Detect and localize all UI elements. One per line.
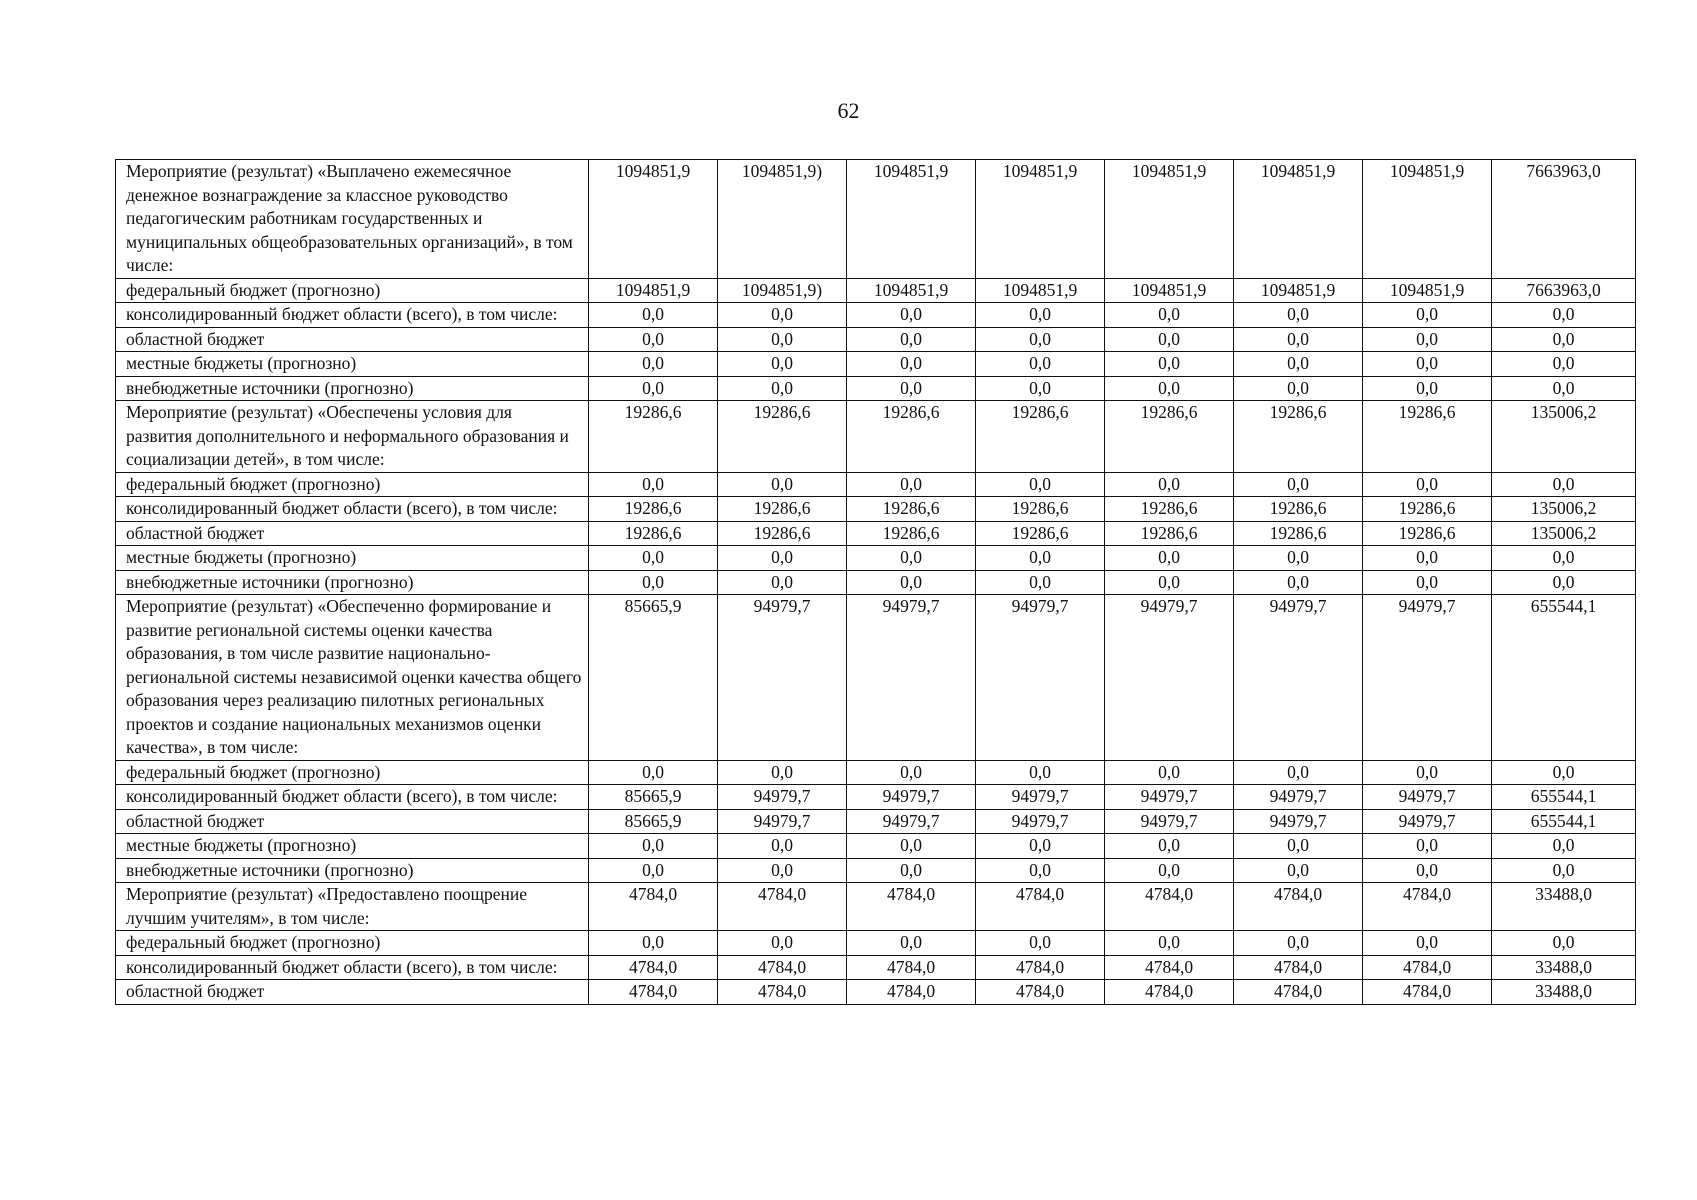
row-value-cell: 0,0 [1234,352,1363,377]
row-value-cell: 0,0 [589,472,718,497]
row-total-cell: 0,0 [1492,931,1636,956]
row-value-cell: 0,0 [589,931,718,956]
row-label: федеральный бюджет (прогнозно) [116,931,589,956]
row-label: местные бюджеты (прогнозно) [116,834,589,859]
row-value-cell: 19286,6 [589,497,718,522]
row-label: консолидированный бюджет области (всего), в том числе: [116,303,589,328]
row-label: местные бюджеты (прогнозно) [116,546,589,571]
table-row [116,546,1636,571]
row-value-cell: 85665,9 [589,809,718,834]
row-value-cell: 1094851,9 [976,160,1105,279]
row-value-cell: 1094851,9 [1363,160,1492,279]
table-row [116,570,1636,595]
row-value-cell: 94979,7 [1363,595,1492,761]
row-value-cell: 0,0 [1363,760,1492,785]
row-total-cell: 0,0 [1492,834,1636,859]
row-value-cell: 0,0 [847,303,976,328]
row-value-cell: 0,0 [718,858,847,883]
row-value-cell: 94979,7 [1234,785,1363,810]
row-value-cell: 0,0 [589,303,718,328]
row-value-cell: 0,0 [847,327,976,352]
row-total-cell: 655544,1 [1492,785,1636,810]
table-row [116,980,1636,1005]
row-value-cell: 94979,7 [847,809,976,834]
row-value-cell: 0,0 [718,546,847,571]
row-value-cell: 0,0 [847,570,976,595]
row-value-cell: 4784,0 [1363,980,1492,1005]
row-value-cell: 0,0 [589,376,718,401]
row-value-cell: 0,0 [847,931,976,956]
row-value-cell: 4784,0 [847,980,976,1005]
row-value-cell: 0,0 [847,472,976,497]
row-total-cell: 0,0 [1492,376,1636,401]
row-value-cell: 0,0 [718,834,847,859]
row-label: областной бюджет [116,809,589,834]
table-row [116,472,1636,497]
row-value-cell: 0,0 [1363,858,1492,883]
row-total-cell: 33488,0 [1492,955,1636,980]
row-value-cell: 0,0 [1234,858,1363,883]
table-row [116,595,1636,761]
table-row [116,401,1636,473]
row-value-cell: 94979,7 [1234,595,1363,761]
row-total-cell: 135006,2 [1492,497,1636,522]
row-value-cell: 4784,0 [976,883,1105,931]
row-value-cell: 0,0 [718,760,847,785]
table-row [116,303,1636,328]
row-value-cell: 0,0 [1363,834,1492,859]
row-value-cell: 4784,0 [718,883,847,931]
row-value-cell: 94979,7 [847,595,976,761]
row-value-cell: 1094851,9 [589,278,718,303]
row-value-cell: 0,0 [1234,303,1363,328]
row-value-cell: 19286,6 [718,497,847,522]
row-value-cell: 1094851,9 [847,278,976,303]
row-value-cell: 94979,7 [718,785,847,810]
row-value-cell: 1094851,9 [847,160,976,279]
row-value-cell: 0,0 [1234,760,1363,785]
row-value-cell: 0,0 [847,352,976,377]
row-value-cell: 94979,7 [718,809,847,834]
row-label: Мероприятие (результат) «Предоставлено поощрение лучшим учителям», в том числе: [116,883,589,931]
table-row [116,327,1636,352]
row-total-cell: 0,0 [1492,303,1636,328]
budget-table-body [116,160,1636,1005]
row-value-cell: 19286,6 [1363,401,1492,473]
row-value-cell: 94979,7 [1363,809,1492,834]
row-value-cell: 0,0 [718,472,847,497]
row-value-cell: 1094851,9 [1105,278,1234,303]
row-value-cell: 0,0 [1105,472,1234,497]
row-total-cell: 655544,1 [1492,809,1636,834]
row-value-cell: 0,0 [1105,858,1234,883]
row-value-cell: 19286,6 [1234,401,1363,473]
row-value-cell: 0,0 [1234,570,1363,595]
row-value-cell: 0,0 [718,303,847,328]
row-value-cell: 0,0 [1105,834,1234,859]
row-value-cell: 0,0 [976,352,1105,377]
row-value-cell: 4784,0 [976,980,1105,1005]
row-value-cell: 19286,6 [847,521,976,546]
row-label: федеральный бюджет (прогнозно) [116,760,589,785]
row-value-cell: 94979,7 [1105,809,1234,834]
row-value-cell: 0,0 [1234,376,1363,401]
table-row [116,497,1636,522]
row-value-cell: 4784,0 [1105,980,1234,1005]
row-value-cell: 19286,6 [1234,497,1363,522]
table-row [116,521,1636,546]
row-value-cell: 0,0 [1105,376,1234,401]
row-value-cell: 4784,0 [1105,883,1234,931]
row-total-cell: 0,0 [1492,352,1636,377]
row-value-cell: 4784,0 [718,980,847,1005]
row-value-cell: 19286,6 [1105,497,1234,522]
table-row [116,278,1636,303]
row-value-cell: 0,0 [589,352,718,377]
row-value-cell: 0,0 [589,858,718,883]
row-value-cell: 0,0 [589,327,718,352]
row-label: консолидированный бюджет области (всего), в том числе: [116,955,589,980]
row-value-cell: 1094851,9 [1363,278,1492,303]
row-value-cell: 19286,6 [1234,521,1363,546]
row-label: Мероприятие (результат) «Обеспечены условия для развития дополнительного и неформального образования и социализации детей», в том числе: [116,401,589,473]
row-total-cell: 135006,2 [1492,521,1636,546]
row-label: местные бюджеты (прогнозно) [116,352,589,377]
row-value-cell: 0,0 [1105,327,1234,352]
row-value-cell: 1094851,9) [718,278,847,303]
row-value-cell: 19286,6 [1105,521,1234,546]
row-label: областной бюджет [116,521,589,546]
row-value-cell: 0,0 [847,546,976,571]
row-value-cell: 19286,6 [847,401,976,473]
row-value-cell: 0,0 [847,858,976,883]
row-value-cell: 4784,0 [847,955,976,980]
row-value-cell: 0,0 [976,858,1105,883]
row-value-cell: 0,0 [1363,303,1492,328]
row-total-cell: 0,0 [1492,546,1636,571]
row-value-cell: 94979,7 [718,595,847,761]
row-label: федеральный бюджет (прогнозно) [116,472,589,497]
row-value-cell: 19286,6 [718,521,847,546]
row-label: Мероприятие (результат) «Выплачено ежемесячное денежное вознаграждение за классное руководство педагогическим работникам государственных и муниципальных общеобразовательных организаций», в том числе: [116,160,589,279]
row-value-cell: 0,0 [976,472,1105,497]
row-total-cell: 0,0 [1492,472,1636,497]
row-value-cell: 1094851,9 [1234,278,1363,303]
row-label: внебюджетные источники (прогнозно) [116,376,589,401]
row-value-cell: 0,0 [976,546,1105,571]
page-number: 62 [837,98,860,123]
row-value-cell: 0,0 [976,303,1105,328]
row-value-cell: 0,0 [1105,931,1234,956]
row-value-cell: 4784,0 [847,883,976,931]
row-value-cell: 0,0 [976,931,1105,956]
row-value-cell: 0,0 [976,760,1105,785]
table-row [116,858,1636,883]
row-value-cell: 94979,7 [1105,785,1234,810]
row-value-cell: 0,0 [1234,931,1363,956]
row-value-cell: 0,0 [976,834,1105,859]
row-value-cell: 0,0 [589,834,718,859]
row-value-cell: 19286,6 [976,521,1105,546]
row-value-cell: 19286,6 [1363,497,1492,522]
row-value-cell: 1094851,9 [589,160,718,279]
row-value-cell: 4784,0 [1234,955,1363,980]
row-value-cell: 94979,7 [976,785,1105,810]
table-row [116,809,1636,834]
row-value-cell: 1094851,9) [718,160,847,279]
row-value-cell: 0,0 [1363,546,1492,571]
row-value-cell: 19286,6 [976,401,1105,473]
row-value-cell: 0,0 [1234,546,1363,571]
row-value-cell: 94979,7 [1234,809,1363,834]
row-total-cell: 7663963,0 [1492,278,1636,303]
row-label: областной бюджет [116,980,589,1005]
row-value-cell: 0,0 [1105,352,1234,377]
row-value-cell: 19286,6 [976,497,1105,522]
row-label: областной бюджет [116,327,589,352]
row-value-cell: 19286,6 [1363,521,1492,546]
row-value-cell: 0,0 [1234,472,1363,497]
row-value-cell: 0,0 [847,760,976,785]
row-value-cell: 94979,7 [976,595,1105,761]
row-total-cell: 33488,0 [1492,883,1636,931]
row-value-cell: 0,0 [718,352,847,377]
table-row [116,760,1636,785]
row-value-cell: 0,0 [1363,472,1492,497]
table-row [116,955,1636,980]
row-value-cell: 19286,6 [589,521,718,546]
row-label: внебюджетные источники (прогнозно) [116,858,589,883]
row-value-cell: 0,0 [589,760,718,785]
table-row [116,883,1636,931]
row-value-cell: 19286,6 [589,401,718,473]
row-value-cell: 0,0 [847,376,976,401]
row-value-cell: 4784,0 [1234,980,1363,1005]
row-value-cell: 85665,9 [589,785,718,810]
table-row [116,160,1636,279]
row-value-cell: 0,0 [1363,352,1492,377]
row-value-cell: 19286,6 [847,497,976,522]
row-label: федеральный бюджет (прогнозно) [116,278,589,303]
row-value-cell: 0,0 [718,327,847,352]
table-row [116,834,1636,859]
row-label: Мероприятие (результат) «Обеспеченно формирование и развитие региональной системы оценки качества образования, в том числе развитие национально-региональной системы независимой оценки качества общего образования через реализацию пилотных региональных проектов и создание национальных механизмов оценки качества», в том числе: [116,595,589,761]
row-value-cell: 85665,9 [589,595,718,761]
row-value-cell: 19286,6 [718,401,847,473]
row-label: консолидированный бюджет области (всего), в том числе: [116,785,589,810]
row-total-cell: 655544,1 [1492,595,1636,761]
row-total-cell: 0,0 [1492,858,1636,883]
row-value-cell: 0,0 [976,570,1105,595]
row-value-cell: 4784,0 [589,980,718,1005]
row-total-cell: 0,0 [1492,760,1636,785]
row-value-cell: 94979,7 [1363,785,1492,810]
row-total-cell: 33488,0 [1492,980,1636,1005]
table-row [116,931,1636,956]
row-value-cell: 4784,0 [589,883,718,931]
row-value-cell: 4784,0 [1363,883,1492,931]
row-total-cell: 0,0 [1492,327,1636,352]
row-value-cell: 0,0 [1234,327,1363,352]
row-value-cell: 0,0 [718,376,847,401]
row-value-cell: 94979,7 [847,785,976,810]
row-label: внебюджетные источники (прогнозно) [116,570,589,595]
row-value-cell: 0,0 [1105,570,1234,595]
budget-table [115,159,1636,1005]
row-value-cell: 4784,0 [589,955,718,980]
table-row [116,376,1636,401]
row-total-cell: 0,0 [1492,570,1636,595]
row-value-cell: 0,0 [718,570,847,595]
row-value-cell: 0,0 [847,834,976,859]
row-value-cell: 4784,0 [1234,883,1363,931]
row-label: консолидированный бюджет области (всего), в том числе: [116,497,589,522]
row-value-cell: 4784,0 [976,955,1105,980]
row-value-cell: 0,0 [976,327,1105,352]
row-value-cell: 0,0 [1363,376,1492,401]
row-value-cell: 0,0 [589,546,718,571]
row-value-cell: 19286,6 [1105,401,1234,473]
row-value-cell: 4784,0 [718,955,847,980]
row-total-cell: 135006,2 [1492,401,1636,473]
row-total-cell: 7663963,0 [1492,160,1636,279]
row-value-cell: 94979,7 [1105,595,1234,761]
row-value-cell: 0,0 [1363,570,1492,595]
row-value-cell: 0,0 [1105,760,1234,785]
row-value-cell: 94979,7 [976,809,1105,834]
row-value-cell: 1094851,9 [976,278,1105,303]
table-row [116,785,1636,810]
row-value-cell: 0,0 [1363,931,1492,956]
row-value-cell: 1094851,9 [1105,160,1234,279]
row-value-cell: 0,0 [718,931,847,956]
row-value-cell: 0,0 [1105,303,1234,328]
row-value-cell: 0,0 [1363,327,1492,352]
row-value-cell: 0,0 [1234,834,1363,859]
row-value-cell: 1094851,9 [1234,160,1363,279]
row-value-cell: 0,0 [1105,546,1234,571]
row-value-cell: 0,0 [589,570,718,595]
row-value-cell: 0,0 [976,376,1105,401]
row-value-cell: 4784,0 [1105,955,1234,980]
table-row [116,352,1636,377]
row-value-cell: 4784,0 [1363,955,1492,980]
